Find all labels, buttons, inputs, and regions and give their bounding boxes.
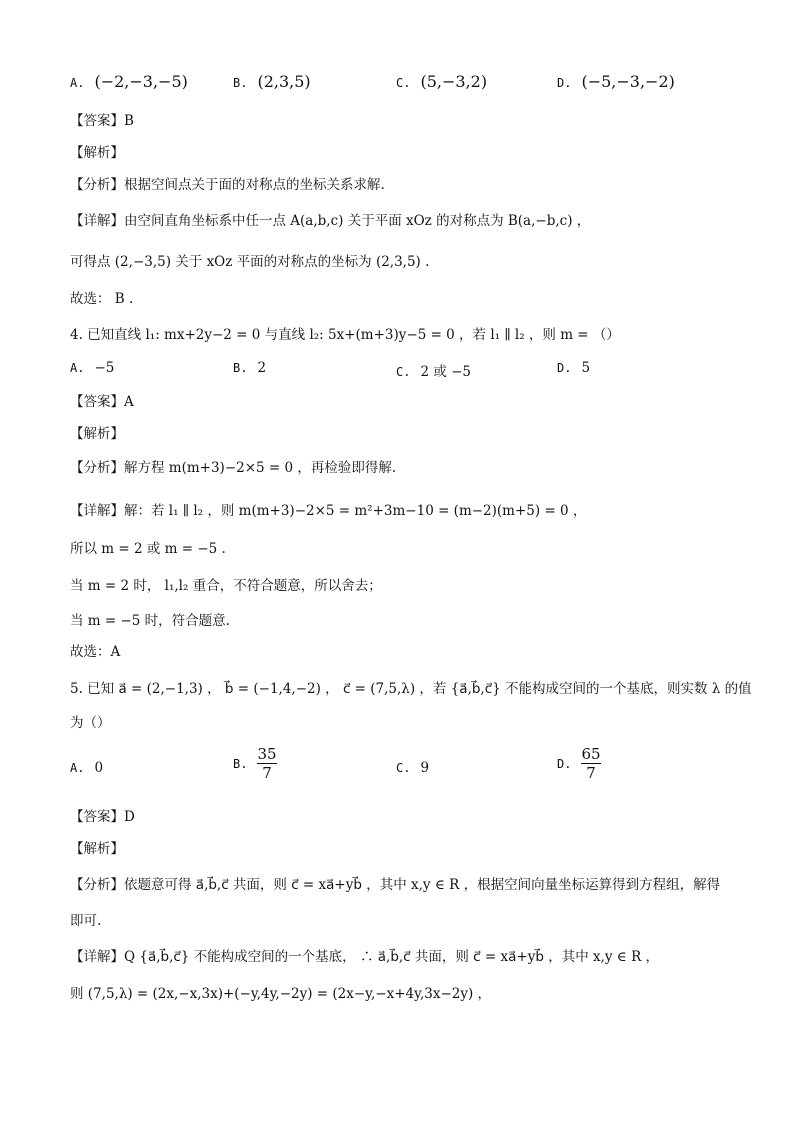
option-value: 2 xyxy=(257,360,267,376)
q5-option-d xyxy=(557,745,601,782)
fenxi-text: 解方程 m(m+3)−2×5 = 0 ，再检验即得解. xyxy=(124,460,397,476)
detail-text: Q {a⃗,b⃗,c⃗} 不能构成空间的一个基底， ∴ a⃗,b⃗,c⃗ 共面，则 c⃗ = xa⃗+yb⃗ ，其中 x,y ∈ R ， xyxy=(124,949,660,965)
answer-value: D xyxy=(124,809,135,825)
answer-value: A xyxy=(124,394,134,410)
q5-stem-line-1: 5. 已知 a⃗ = (2,−1,3) ， b⃗ = (−1,4,−2) ， c⃗ = (7,5,λ) ，若 {a⃗,b⃗,c⃗} 不能构成空间的一个基底，则实数 λ 的值 xyxy=(70,681,752,697)
option-value: (2,3,5) xyxy=(257,72,311,91)
q5-fenxi-line-2: 即可. xyxy=(70,913,102,929)
answer-tag: 【答案】 xyxy=(70,809,124,825)
q5-option-a xyxy=(70,760,103,776)
q4-detail-line-1 xyxy=(70,499,586,519)
fraction xyxy=(257,745,276,782)
option-label: C. xyxy=(396,761,411,775)
q4-detail-line-4: 当 m = −5 时，符合题意. xyxy=(70,613,230,629)
fraction xyxy=(581,745,600,782)
q5-detail-line-2: 则 (7,5,λ) = (2x,−x,3x)+(−y,4y,−2y) = (2x−y,−x+4y,3x−2y) ， xyxy=(70,986,492,1002)
q3-option-d xyxy=(557,72,675,91)
q4-choose: 故选：A xyxy=(70,644,121,660)
detail-tag: 【详解】 xyxy=(70,213,124,229)
q3-answer xyxy=(70,109,134,129)
fraction-numerator: 35 xyxy=(257,745,277,763)
option-label: C. xyxy=(396,76,411,90)
detail-tag: 【详解】 xyxy=(70,949,124,965)
option-label: A. xyxy=(70,361,85,375)
option-label: B. xyxy=(233,756,248,771)
option-label: D. xyxy=(557,756,572,771)
q3-option-c xyxy=(396,72,487,91)
detail-tag: 【详解】 xyxy=(70,503,124,519)
q5-analysis-tag: 【解析】 xyxy=(70,841,124,857)
fenxi-text: 依题意可得 a⃗,b⃗,c⃗ 共面，则 c⃗ = xa⃗+yb⃗ ，其中 x,y ∈ R ，根据空间向量坐标运算得到方程组，解得 xyxy=(124,877,721,893)
q3-detail-line-2: 可得点 (2,−3,5) 关于 xOz 平面的对称点的坐标为 (2,3,5) . xyxy=(70,254,430,270)
q4-option-b xyxy=(233,360,266,376)
q4-detail-line-2: 所以 m = 2 或 m = −5 . xyxy=(70,541,226,557)
fenxi-tag: 【分析】 xyxy=(70,877,124,893)
fraction-denominator: 7 xyxy=(586,764,596,782)
option-value: 5 xyxy=(581,360,591,376)
option-value: (−5,−3,−2) xyxy=(581,72,675,91)
option-label: B. xyxy=(233,76,248,90)
answer-value: B xyxy=(124,113,134,129)
option-label: D. xyxy=(557,361,572,375)
option-label: A. xyxy=(70,76,85,90)
q5-fenxi-line-1 xyxy=(70,873,720,893)
fenxi-tag: 【分析】 xyxy=(70,460,124,476)
detail-text: 由空间直角坐标系中任一点 A(a,b,c) 关于平面 xOz 的对称点为 B(a,−b,c) ， xyxy=(124,213,591,229)
q4-fenxi xyxy=(70,456,396,476)
q3-option-b xyxy=(233,72,311,91)
q3-analysis-tag: 【解析】 xyxy=(70,145,124,161)
option-value: 9 xyxy=(420,760,430,776)
q4-answer xyxy=(70,390,134,410)
answer-tag: 【答案】 xyxy=(70,394,124,410)
q4-option-a xyxy=(70,360,114,376)
option-value: 2 或 −5 xyxy=(420,364,472,380)
q4-option-c xyxy=(396,360,471,380)
q3-choose: 故选： B . xyxy=(70,291,134,307)
q4-stem: 4. 已知直线 l₁: mx+2y−2 = 0 与直线 l₂: 5x+(m+3)y−5 = 0 ，若 l₁ ∥ l₂ ，则 m = （） xyxy=(70,327,620,343)
option-value: (−2,−3,−5) xyxy=(94,72,188,91)
q5-option-c xyxy=(396,760,429,776)
q4-analysis-tag: 【解析】 xyxy=(70,426,124,442)
option-label: D. xyxy=(557,76,572,90)
option-label: A. xyxy=(70,761,85,775)
q5-option-b xyxy=(233,745,277,782)
option-label: C. xyxy=(396,365,411,379)
fenxi-text: 根据空间点关于面的对称点的坐标关系求解. xyxy=(124,177,385,193)
fraction-denominator: 7 xyxy=(262,764,272,782)
q4-detail-line-3: 当 m = 2 时， l₁,l₂ 重合，不符合题意，所以舍去； xyxy=(70,578,382,594)
q5-answer xyxy=(70,805,135,825)
fraction-numerator: 65 xyxy=(581,745,601,763)
q3-option-a xyxy=(70,72,188,91)
detail-text: 解：若 l₁ ∥ l₂ ，则 m(m+3)−2×5 = m²+3m−10 = (m−2)(m+5) = 0 ， xyxy=(124,503,587,519)
q4-option-d xyxy=(557,360,590,376)
answer-tag: 【答案】 xyxy=(70,113,124,129)
q5-stem-line-2: 为（） xyxy=(70,715,111,731)
q3-fenxi xyxy=(70,173,385,193)
option-value: (5,−3,2) xyxy=(420,72,488,91)
q5-detail-line-1 xyxy=(70,945,659,965)
fenxi-tag: 【分析】 xyxy=(70,177,124,193)
option-value: 0 xyxy=(94,760,104,776)
q3-detail-line-1 xyxy=(70,209,590,229)
option-label: B. xyxy=(233,361,248,375)
option-value: −5 xyxy=(94,360,115,376)
